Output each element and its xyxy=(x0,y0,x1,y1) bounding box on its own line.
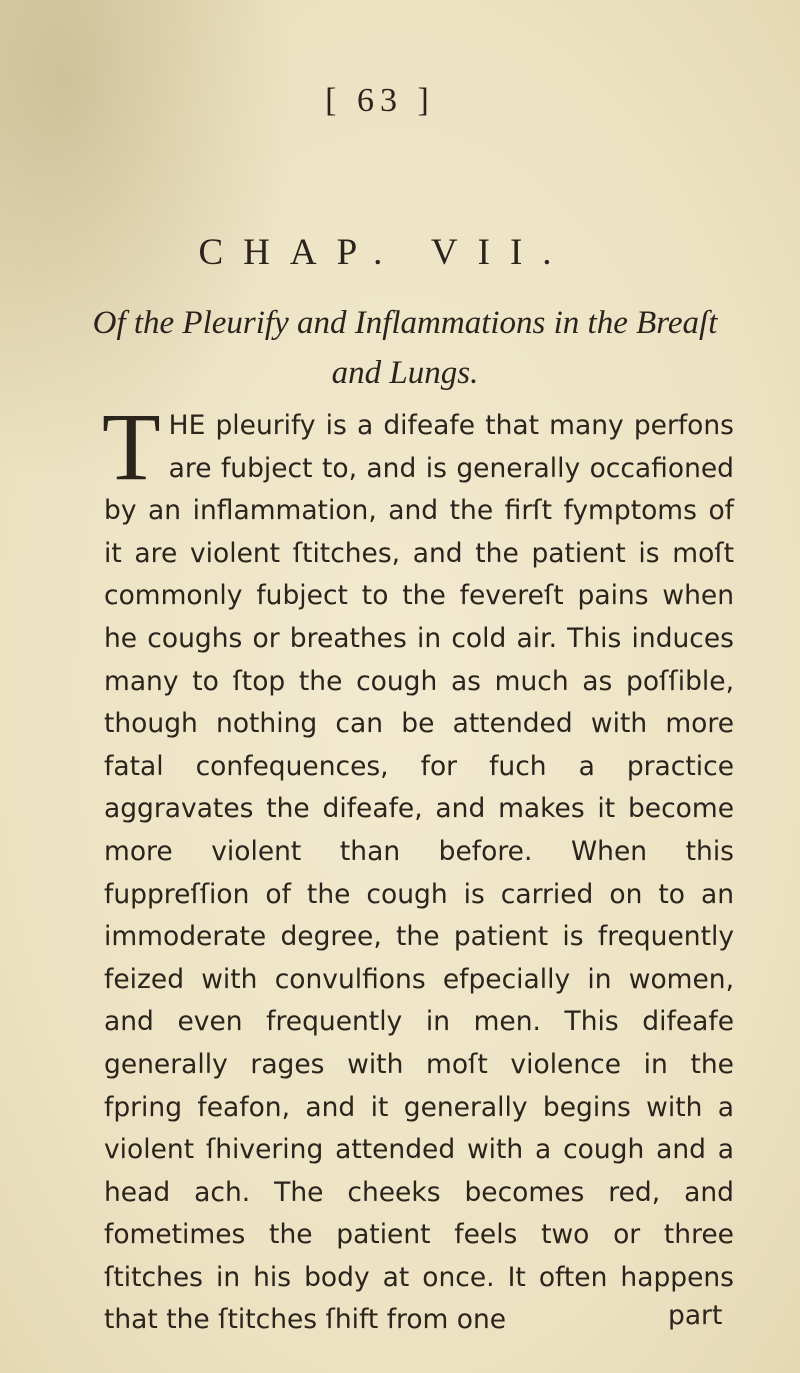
drop-cap: T xyxy=(102,393,161,500)
chapter-title: Of the Pleurify and Inflammations in the Breaſt and Lungs. xyxy=(92,305,718,391)
paragraph-text: HE pleurify is a difeafe that many perfons are fubject to, and is generally occafioned by an inflammation, and the firſt fymptoms of it are violent ſtitches, and the patient is moſt commonly fubject to the fevereſt pains when he coughs or breathes in cold air. This induces many to ſtop the cough as much as poſſible, though nothing can be attended with more fatal confequences, for fuch a practice aggravates the difeafe, and makes it become more violent than before. When this fuppreſſion of the cough is carried on to an immoderate degree, the patient is frequently feized with convulfions efpecially in women, and even frequently in men. This difeafe generally rages with moſt violence in the fpring feafon, and it generally begins with a violent ſhivering attended with a cough and a head ach. The cheeks becomes red, and fometimes the patient feels two or three ſtitches in his body at once. It often happens that the ſtitches ſhift from one xyxy=(104,410,734,1336)
body-paragraph xyxy=(102,393,734,1342)
chapter-heading: CHAP. VII. xyxy=(198,232,572,273)
page-number: [ 63 ] xyxy=(325,82,435,119)
catchword: part xyxy=(668,1300,723,1331)
